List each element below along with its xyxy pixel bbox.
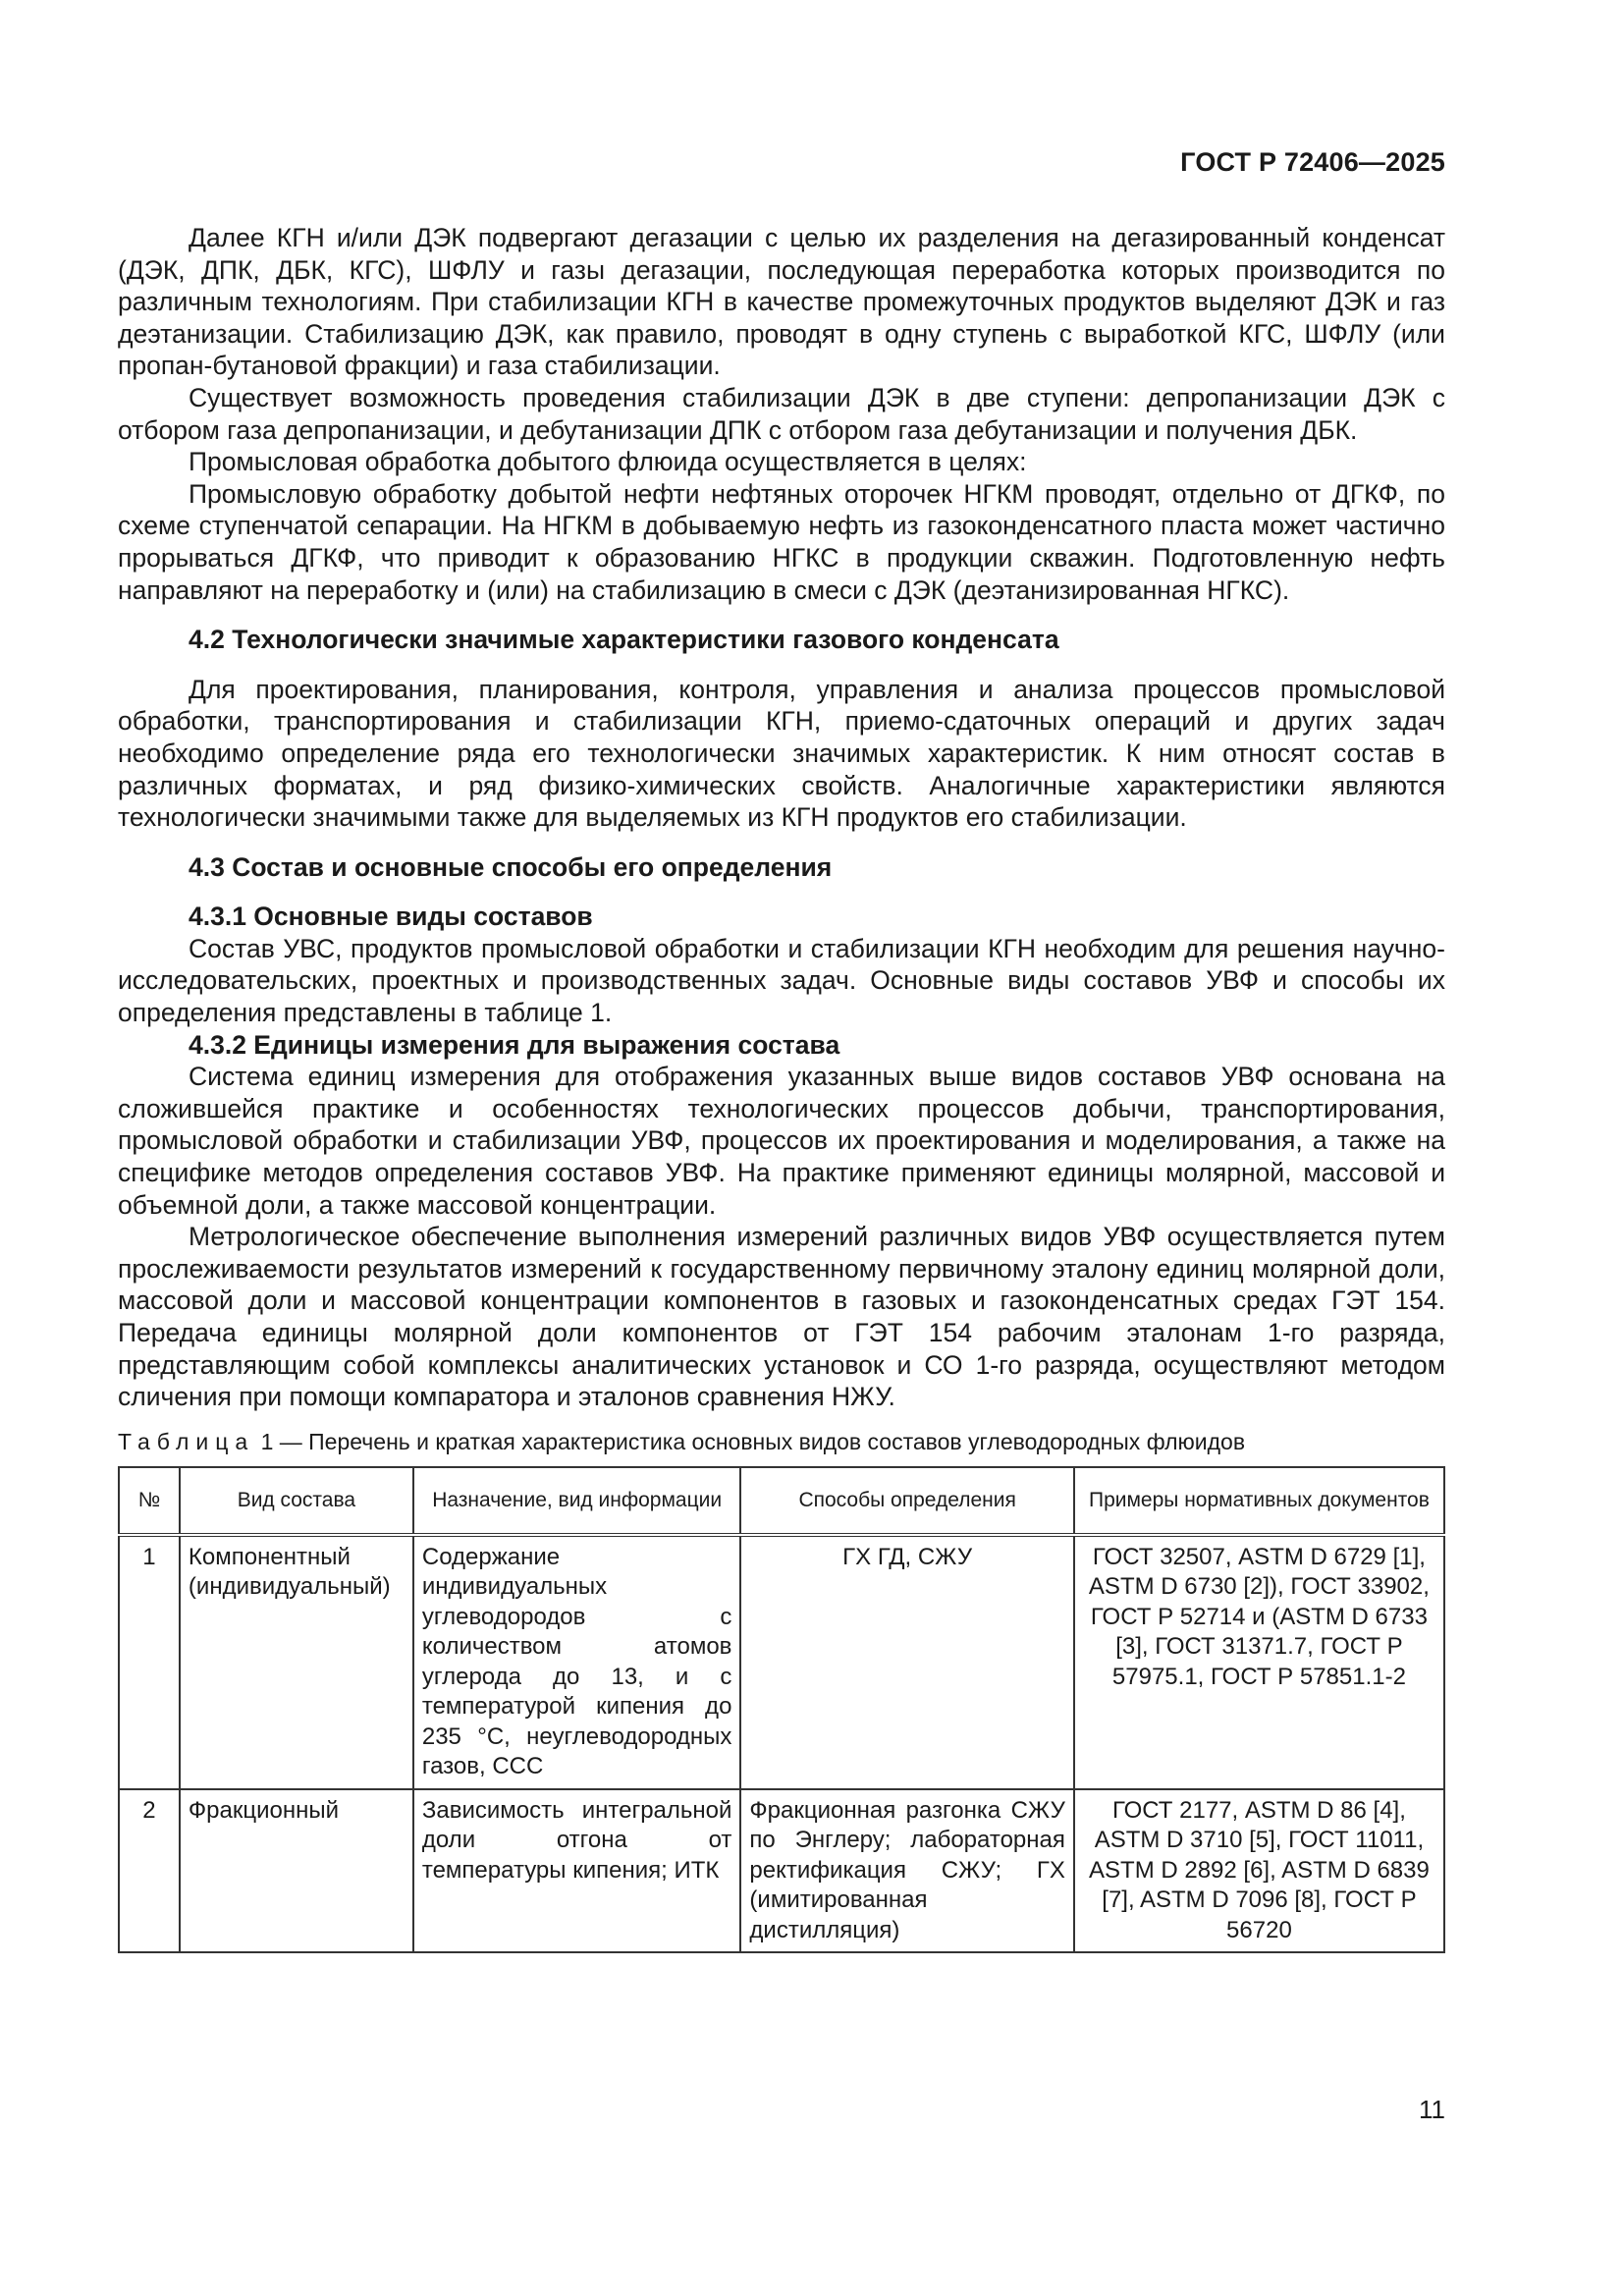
cell-number: 1 xyxy=(119,1535,180,1789)
composition-types-table xyxy=(118,1466,1445,1954)
cell-docs: ГОСТ 2177, ASTM D 86 [4], ASTM D 3710 [5], ГОСТ 11011, ASTM D 2892 [6], ASTM D 6839 [7], ASTM D 7096 [8], ГОСТ Р 56720 xyxy=(1074,1789,1444,1953)
section-heading: 4.3 Состав и основные способы его определения xyxy=(189,851,833,882)
cell-number: 2 xyxy=(119,1789,180,1953)
cell-methods: Фракционная разгонка СЖУ по Энглеру; лабораторная ректификация СЖУ; ГХ (имитированная дистилляция) xyxy=(740,1789,1073,1953)
page-body xyxy=(118,222,1445,1953)
header-methods: Способы определения xyxy=(740,1467,1073,1535)
subsection-heading: 4.3.1 Основные виды составов xyxy=(189,902,593,932)
paragraph: Метрологическое обеспечение выполнения измерений различных видов УВФ осуществляется путем прослеживаемости результатов измерений к государственному первичному эталону единиц молярной доли, массовой доли и массовой концентрации компонентов в газовых и газоконденсатных средах ГЭТ 154. Передача единицы молярной доли компонентов от ГЭТ 154 рабочим эталонам 1-го разряда, представляющим собой комплексы аналитических установок и СО 1-го разряда, осуществляют методом сличения при помощи компаратора и эталонов сравнения НЖУ. xyxy=(118,1222,1445,1412)
paragraph: Состав УВС, продуктов промысловой обработки и стабилизации КГН необходим для решения научно-исследовательских, проектных и производственных задач. Основные виды составов УВФ и способы их определения представлены в таблице 1. xyxy=(118,933,1445,1028)
subsection-heading: 4.3.2 Единицы измерения для выражения состава xyxy=(189,1029,840,1060)
cell-kind: Фракционный xyxy=(180,1789,413,1953)
page-number: 11 xyxy=(1419,2095,1445,2124)
paragraph: Существует возможность проведения стабилизации ДЭК в две ступени: депропанизации ДЭК с отбором газа депропанизации, и дебутанизации ДПК с отбором газа дебутанизации и получения ДБК. xyxy=(118,382,1445,445)
cell-kind: Компонентный (индивидуальный) xyxy=(180,1535,413,1789)
header-purpose: Назначение, вид информации xyxy=(413,1467,741,1535)
header-number: № xyxy=(119,1467,180,1535)
document-code: ГОСТ Р 72406—2025 xyxy=(1180,147,1445,177)
paragraph: Далее КГН и/или ДЭК подвергают дегазации с целью их разделения на дегазированный конденсат (ДЭК, ДПК, ДБК, КГС), ШФЛУ и газы дегазации, последующая переработка которых производится по различным технологиям. При стабилизации КГН в качестве промежуточных продуктов выделяют ДЭК и газ деэтанизации. Стабилизацию ДЭК, как правило, проводят в одну ступень с выработкой КГС, ШФЛУ (или пропан-бутановой фракции) и газа стабилизации. xyxy=(118,223,1445,381)
paragraph: Промысловая обработка добытого флюида осуществляется в целях: xyxy=(189,447,1027,477)
table-caption-text: 1 — Перечень и краткая характеристика основных видов составов углеводородных флюидов xyxy=(254,1428,1246,1454)
header-docs: Примеры нормативных документов xyxy=(1074,1467,1444,1535)
table-row xyxy=(119,1535,1444,1789)
cell-docs: ГОСТ 32507, ASTM D 6729 [1], ASTM D 6730 [2]), ГОСТ 33902, ГОСТ Р 52714 и (ASTM D 6733 [3], ГОСТ 31371.7, ГОСТ Р 57975.1, ГОСТ Р 57851.1-2 xyxy=(1074,1535,1444,1789)
cell-purpose: Содержание индивидуальных углеводородов с количеством атомов углерода до 13, и с температурой кипения до 235 °С, неуглеводородных газов, ССС xyxy=(413,1535,741,1789)
table-row xyxy=(119,1789,1444,1953)
cell-purpose: Зависимость интегральной доли отгона от температуры кипения; ИТК xyxy=(413,1789,741,1953)
paragraph: Система единиц измерения для отображения указанных выше видов составов УВФ основана на сложившейся практике и особенностях технологических процессов добычи, транспортирования, промысловой обработки и стабилизации УВФ, процессов их проектирования и моделирования, а также на специфике методов определения составов УВФ. На практике применяют единицы молярной, массовой и объемной доли, а также массовой концентрации. xyxy=(118,1062,1445,1220)
cell-methods: ГХ ГД, СЖУ xyxy=(740,1535,1073,1789)
paragraph: Промысловую обработку добытой нефти нефтяных оторочек НГКМ проводят, отдельно от ДГКФ, по схеме ступенчатой сепарации. На НГКМ в добываемую нефть из газоконденсатного пласта может частично прорываться ДГКФ, что приводит к образованию НГКС в продукции скважин. Подготовленную нефть направляют на переработку и (или) на стабилизацию в смеси с ДЭК (деэтанизированная НГКС). xyxy=(118,478,1445,605)
table-caption xyxy=(118,1427,1445,1456)
paragraph: Для проектирования, планирования, контроля, управления и анализа процессов промысловой обработки, транспортирования и стабилизации КГН, приемо-сдаточных операций и других задач необходимо определение ряда его технологически значимых характеристик. К ним относят состав в различных форматах, и ряд физико-химических свойств. Аналогичные характеристики являются технологически значимыми также для выделяемых из КГН продуктов его стабилизации. xyxy=(118,674,1445,833)
section-heading: 4.2 Технологически значимые характеристики газового конденсата xyxy=(189,625,1059,655)
table-caption-label: Таблица xyxy=(118,1428,255,1454)
table-header-row xyxy=(119,1467,1444,1535)
header-kind: Вид состава xyxy=(180,1467,413,1535)
